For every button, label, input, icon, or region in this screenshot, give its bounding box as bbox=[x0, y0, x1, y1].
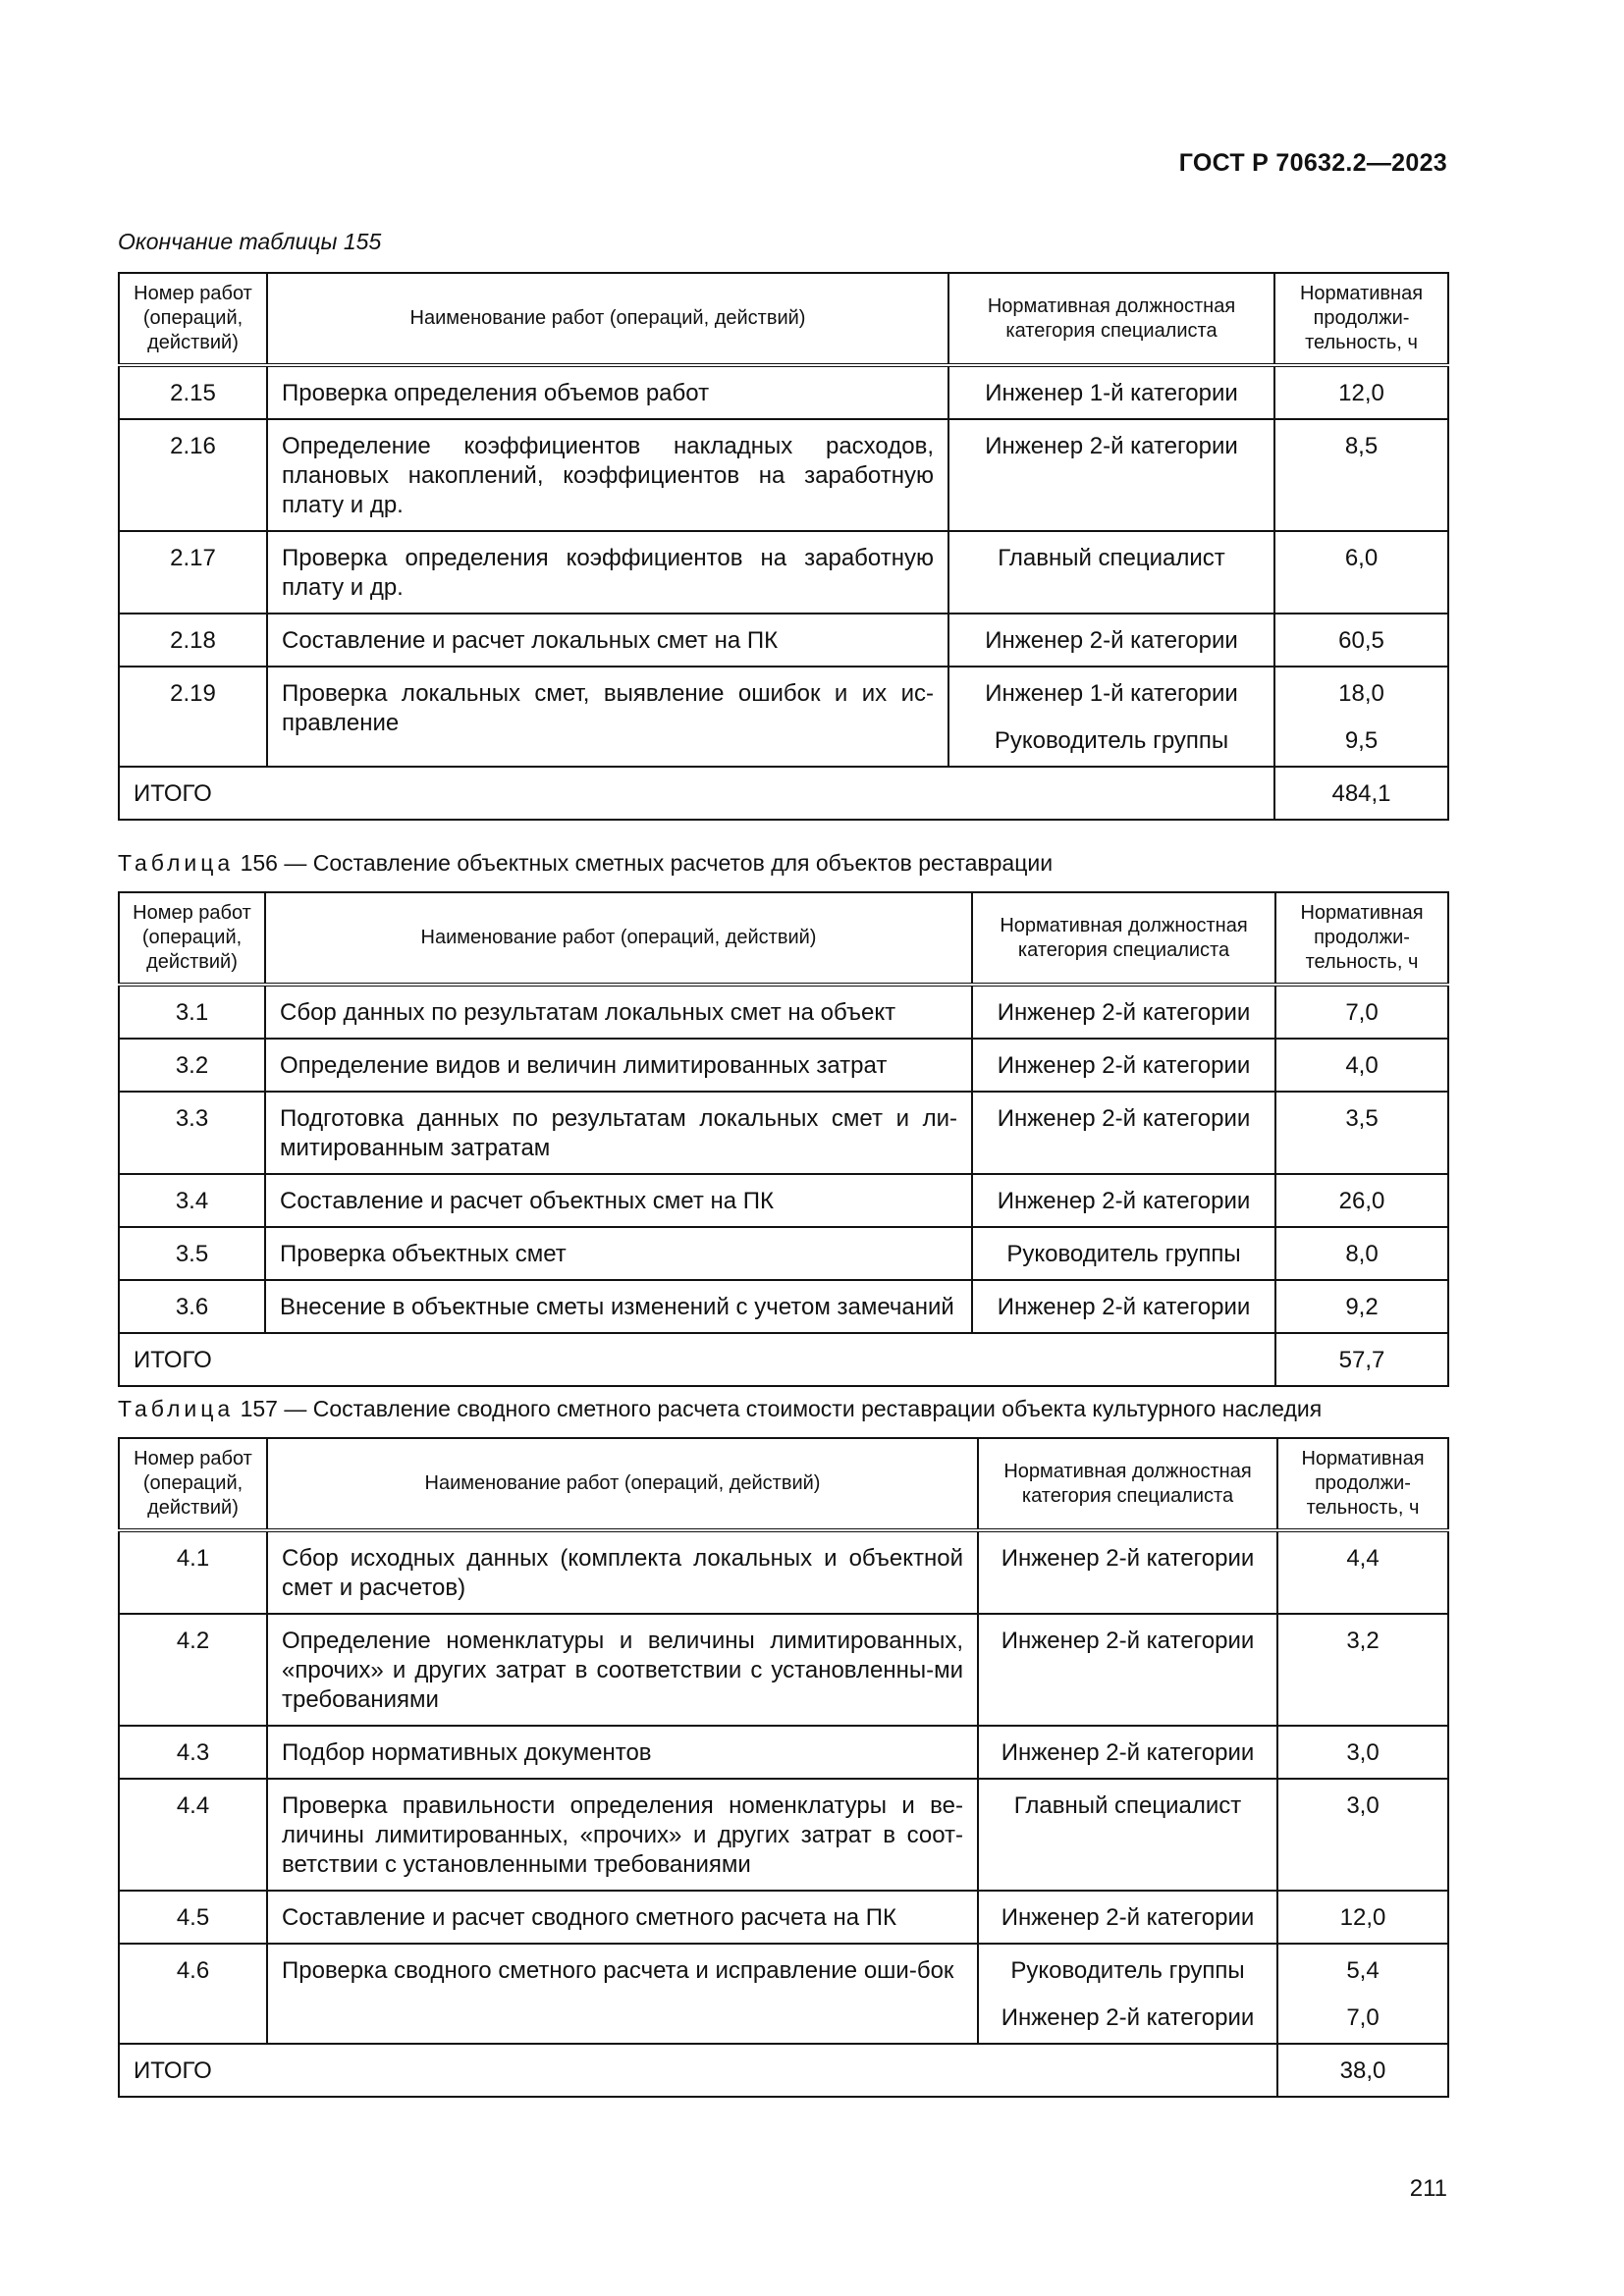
row-category: Инженер 2-й категории bbox=[997, 999, 1251, 1026]
row-category: Руководитель группы bbox=[1006, 1241, 1241, 1267]
row-work-name: Составление и расчет сводного сметного расчета на ПК bbox=[267, 1891, 978, 1944]
row-number: 3.6 bbox=[119, 1280, 265, 1333]
header-work-name: Наименование работ (операций, действий) bbox=[265, 892, 972, 985]
table-row bbox=[119, 667, 1448, 767]
row-duration-cell bbox=[1274, 531, 1448, 614]
row-duration-cell bbox=[1277, 1614, 1448, 1726]
total-label: ИТОГО bbox=[119, 767, 1274, 820]
row-category: Инженер 2-й категории bbox=[1001, 2004, 1255, 2031]
row-category: Инженер 1-й категории bbox=[985, 680, 1238, 707]
row-category-cell bbox=[978, 1726, 1277, 1779]
row-category-cell bbox=[972, 1227, 1275, 1280]
page-number: 211 bbox=[1409, 2175, 1447, 2202]
header-number: Номер работ (операций, действий) bbox=[119, 1438, 267, 1530]
row-duration-cell bbox=[1275, 985, 1448, 1039]
table-156 bbox=[118, 891, 1449, 1387]
row-work-name: Определение номенклатуры и величины лимитированных, «прочих» и других затрат в соответствии с установленны-ми требованиями bbox=[267, 1614, 978, 1726]
row-number: 2.16 bbox=[119, 419, 267, 531]
row-duration: 4,4 bbox=[1346, 1545, 1380, 1572]
row-duration-cell bbox=[1275, 1280, 1448, 1333]
row-category: Инженер 2-й категории bbox=[997, 1188, 1251, 1214]
total-value: 484,1 bbox=[1274, 767, 1448, 820]
row-duration: 7,0 bbox=[1345, 999, 1379, 1026]
table-155-continuation-caption: Окончание таблицы 155 bbox=[118, 229, 382, 254]
row-duration: 4,0 bbox=[1345, 1052, 1379, 1079]
header-category: Нормативная должностная категория специалиста bbox=[948, 273, 1274, 365]
row-work-name: Проверка определения объемов работ bbox=[267, 365, 948, 419]
row-category: Инженер 2-й категории bbox=[997, 1052, 1251, 1079]
table-156-caption bbox=[118, 850, 1053, 877]
row-duration: 12,0 bbox=[1338, 380, 1384, 406]
row-duration: 3,0 bbox=[1346, 1739, 1380, 1766]
row-category-cell bbox=[978, 1944, 1277, 2044]
row-category-cell bbox=[972, 1174, 1275, 1227]
header-row bbox=[119, 273, 1448, 365]
row-work-name: Определение видов и величин лимитированных затрат bbox=[265, 1039, 972, 1092]
row-work-name: Составление и расчет локальных смет на ПК bbox=[267, 614, 948, 667]
table-row bbox=[119, 1227, 1448, 1280]
table-row bbox=[119, 1726, 1448, 1779]
table-157-caption-text: 157 — Составление сводного сметного расчета стоимости реставрации объекта культурного наследия bbox=[240, 1396, 1323, 1421]
row-duration: 9,2 bbox=[1345, 1294, 1379, 1320]
row-category-cell bbox=[972, 985, 1275, 1039]
row-number: 2.19 bbox=[119, 667, 267, 767]
table-156-caption-text: 156 — Составление объектных сметных расчетов для объектов реставрации bbox=[240, 850, 1054, 876]
row-duration-cell bbox=[1275, 1227, 1448, 1280]
header-category: Нормативная должностная категория специалиста bbox=[972, 892, 1275, 985]
row-category: Руководитель группы bbox=[1010, 1957, 1245, 1984]
row-number: 4.4 bbox=[119, 1779, 267, 1891]
table-157-caption-prefix: Таблица bbox=[118, 1396, 235, 1421]
table-row bbox=[119, 1174, 1448, 1227]
total-row bbox=[119, 1333, 1448, 1386]
row-number: 3.1 bbox=[119, 985, 265, 1039]
row-category-cell bbox=[978, 1779, 1277, 1891]
row-category: Инженер 2-й категории bbox=[997, 1294, 1251, 1320]
row-category: Инженер 2-й категории bbox=[1001, 1545, 1255, 1572]
row-duration: 7,0 bbox=[1346, 2004, 1380, 2031]
row-category-cell bbox=[972, 1092, 1275, 1174]
header-category: Нормативная должностная категория специалиста bbox=[978, 1438, 1277, 1530]
row-work-name: Сбор исходных данных (комплекта локальных и объектной смет и расчетов) bbox=[267, 1530, 978, 1614]
row-work-name: Проверка сводного сметного расчета и исправление оши-бок bbox=[267, 1944, 978, 2044]
row-duration: 8,0 bbox=[1345, 1241, 1379, 1267]
row-category-cell bbox=[948, 614, 1274, 667]
row-category-cell bbox=[978, 1891, 1277, 1944]
row-category-cell bbox=[978, 1530, 1277, 1614]
row-duration-cell bbox=[1275, 1174, 1448, 1227]
table-row bbox=[119, 419, 1448, 531]
row-work-name: Проверка объектных смет bbox=[265, 1227, 972, 1280]
header-duration: Нормативная продолжи-тельность, ч bbox=[1275, 892, 1448, 985]
row-work-name: Сбор данных по результатам локальных смет на объект bbox=[265, 985, 972, 1039]
row-category: Инженер 2-й категории bbox=[985, 433, 1238, 459]
row-duration-cell bbox=[1274, 419, 1448, 531]
table-row bbox=[119, 614, 1448, 667]
header-duration: Нормативная продолжи-тельность, ч bbox=[1277, 1438, 1448, 1530]
row-work-name: Составление и расчет объектных смет на ПК bbox=[265, 1174, 972, 1227]
header-row bbox=[119, 892, 1448, 985]
table-row bbox=[119, 365, 1448, 419]
row-number: 2.17 bbox=[119, 531, 267, 614]
row-number: 3.2 bbox=[119, 1039, 265, 1092]
row-category: Руководитель группы bbox=[994, 727, 1229, 754]
row-number: 2.18 bbox=[119, 614, 267, 667]
total-label: ИТОГО bbox=[119, 2044, 1277, 2097]
row-category-cell bbox=[972, 1280, 1275, 1333]
table-row bbox=[119, 1891, 1448, 1944]
table-155 bbox=[118, 272, 1449, 821]
row-number: 4.5 bbox=[119, 1891, 267, 1944]
row-category: Инженер 2-й категории bbox=[1001, 1904, 1255, 1931]
row-category: Инженер 1-й категории bbox=[985, 380, 1238, 406]
table-row bbox=[119, 1779, 1448, 1891]
header-work-name: Наименование работ (операций, действий) bbox=[267, 273, 948, 365]
row-work-name: Внесение в объектные сметы изменений с учетом замечаний bbox=[265, 1280, 972, 1333]
table-row bbox=[119, 985, 1448, 1039]
row-duration: 8,5 bbox=[1344, 433, 1379, 459]
row-category-cell bbox=[978, 1614, 1277, 1726]
row-number: 4.2 bbox=[119, 1614, 267, 1726]
row-duration: 3,2 bbox=[1346, 1628, 1380, 1654]
row-category-cell bbox=[948, 365, 1274, 419]
header-row bbox=[119, 1438, 1448, 1530]
row-number: 2.15 bbox=[119, 365, 267, 419]
total-value: 57,7 bbox=[1275, 1333, 1448, 1386]
row-category-cell bbox=[948, 531, 1274, 614]
row-duration: 9,5 bbox=[1344, 727, 1379, 754]
row-category: Инженер 2-й категории bbox=[1001, 1628, 1255, 1654]
row-duration-cell bbox=[1277, 1530, 1448, 1614]
header-number: Номер работ (операций, действий) bbox=[119, 892, 265, 985]
row-work-name: Проверка локальных смет, выявление ошибок и их ис-правление bbox=[267, 667, 948, 767]
row-duration: 6,0 bbox=[1344, 545, 1379, 571]
row-category-cell bbox=[972, 1039, 1275, 1092]
total-label: ИТОГО bbox=[119, 1333, 1275, 1386]
table-157-caption bbox=[118, 1396, 1322, 1422]
row-duration: 12,0 bbox=[1339, 1904, 1386, 1931]
table-157 bbox=[118, 1437, 1449, 2098]
table-row bbox=[119, 1039, 1448, 1092]
table-row bbox=[119, 1280, 1448, 1333]
row-category: Главный специалист bbox=[1013, 1792, 1242, 1819]
table-156-caption-prefix: Таблица bbox=[118, 850, 235, 876]
header-duration: Нормативная продолжи-тельность, ч bbox=[1274, 273, 1448, 365]
row-duration-cell bbox=[1277, 1944, 1448, 2044]
row-duration-cell bbox=[1277, 1726, 1448, 1779]
row-number: 4.6 bbox=[119, 1944, 267, 2044]
row-duration-cell bbox=[1275, 1092, 1448, 1174]
header-number: Номер работ (операций, действий) bbox=[119, 273, 267, 365]
header-work-name: Наименование работ (операций, действий) bbox=[267, 1438, 978, 1530]
table-row bbox=[119, 531, 1448, 614]
row-work-name: Проверка правильности определения номенклатуры и ве-личины лимитированных, «прочих» и других затрат в соот-ветствии с установленными требованиями bbox=[267, 1779, 978, 1891]
row-number: 3.4 bbox=[119, 1174, 265, 1227]
row-duration-cell bbox=[1277, 1891, 1448, 1944]
row-work-name: Определение коэффициентов накладных расходов, плановых накоплений, коэффициентов на заработную плату и др. bbox=[267, 419, 948, 531]
row-duration: 26,0 bbox=[1338, 1188, 1385, 1214]
table-row bbox=[119, 1092, 1448, 1174]
row-category: Инженер 2-й категории bbox=[997, 1105, 1251, 1132]
row-duration: 3,0 bbox=[1346, 1792, 1380, 1819]
row-number: 3.5 bbox=[119, 1227, 265, 1280]
row-number: 4.3 bbox=[119, 1726, 267, 1779]
row-work-name: Подготовка данных по результатам локальных смет и ли-митированным затратам bbox=[265, 1092, 972, 1174]
row-category: Инженер 2-й категории bbox=[1001, 1739, 1255, 1766]
row-category-cell bbox=[948, 667, 1274, 767]
row-work-name: Проверка определения коэффициентов на заработную плату и др. bbox=[267, 531, 948, 614]
total-value: 38,0 bbox=[1277, 2044, 1448, 2097]
row-duration-cell bbox=[1275, 1039, 1448, 1092]
row-number: 3.3 bbox=[119, 1092, 265, 1174]
table-row bbox=[119, 1530, 1448, 1614]
row-duration-cell bbox=[1274, 365, 1448, 419]
row-duration-cell bbox=[1274, 614, 1448, 667]
row-duration: 18,0 bbox=[1338, 680, 1384, 707]
row-duration-cell bbox=[1274, 667, 1448, 767]
row-category-cell bbox=[948, 419, 1274, 531]
table-row bbox=[119, 1614, 1448, 1726]
row-work-name: Подбор нормативных документов bbox=[267, 1726, 978, 1779]
standard-designation: ГОСТ Р 70632.2—2023 bbox=[1178, 149, 1447, 177]
row-category: Инженер 2-й категории bbox=[985, 627, 1238, 654]
total-row bbox=[119, 2044, 1448, 2097]
row-duration: 3,5 bbox=[1345, 1105, 1379, 1132]
row-duration-cell bbox=[1277, 1779, 1448, 1891]
row-duration: 5,4 bbox=[1346, 1957, 1380, 1984]
row-number: 4.1 bbox=[119, 1530, 267, 1614]
total-row bbox=[119, 767, 1448, 820]
table-row bbox=[119, 1944, 1448, 2044]
row-category: Главный специалист bbox=[998, 545, 1225, 571]
row-duration: 60,5 bbox=[1338, 627, 1384, 654]
